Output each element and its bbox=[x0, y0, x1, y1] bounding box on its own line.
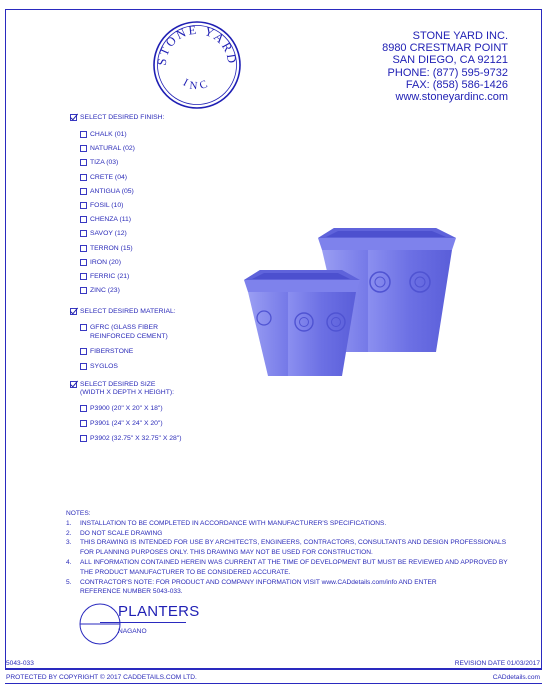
finish-checkbox[interactable] bbox=[80, 174, 87, 181]
svg-text:STONE YARD bbox=[155, 23, 240, 67]
finish-option-label: IRON (20) bbox=[90, 258, 121, 266]
material-option-gfrc[interactable] bbox=[80, 324, 168, 341]
drawing-title: PLANTERS bbox=[118, 603, 200, 620]
finish-option-label: SAVOY (12) bbox=[90, 230, 127, 238]
note-number: 5. bbox=[66, 578, 72, 586]
size-subheader: (WIDTH X DEPTH X HEIGHT): bbox=[80, 389, 175, 396]
material-option-label: SYGLOS bbox=[90, 363, 118, 370]
size-section bbox=[70, 381, 174, 396]
note-line bbox=[66, 558, 508, 568]
small-planter bbox=[244, 270, 360, 376]
notes-section bbox=[66, 509, 508, 597]
planters-product-image bbox=[238, 190, 468, 390]
drawing-subtitle: NAGANO bbox=[118, 628, 147, 635]
caddetails-link[interactable]: CADdetails.com bbox=[492, 674, 540, 681]
finish-checkbox[interactable] bbox=[80, 202, 87, 209]
material-option-label: GFRC (GLASS FIBER bbox=[90, 324, 158, 331]
title-circle-mark bbox=[78, 602, 122, 646]
finish-checkbox[interactable] bbox=[80, 273, 87, 280]
material-option-label: FIBERSTONE bbox=[90, 348, 134, 355]
material-checkbox[interactable] bbox=[80, 348, 87, 355]
finish-option-label: FERRIC (21) bbox=[90, 273, 130, 280]
size-header-label: SELECT DESIRED SIZE bbox=[80, 381, 156, 388]
material-checkbox[interactable] bbox=[80, 363, 87, 370]
company-website[interactable]: www.stoneyardinc.com bbox=[395, 91, 508, 104]
material-header-label: SELECT DESIRED MATERIAL: bbox=[80, 308, 176, 315]
finish-checkbox[interactable] bbox=[80, 287, 87, 294]
finish-option[interactable] bbox=[80, 216, 131, 225]
size-option-label: P3902 (32.75" X 32.75" X 28") bbox=[90, 435, 182, 442]
company-address-line1: 8980 CRESTMAR POINT bbox=[382, 42, 508, 55]
size-option-label: P3901 (24" X 24" X 20") bbox=[90, 420, 163, 427]
finish-option-label: FOSIL (10) bbox=[90, 202, 124, 209]
finish-option[interactable] bbox=[80, 202, 123, 211]
finish-option[interactable] bbox=[80, 188, 134, 197]
size-checkbox[interactable] bbox=[80, 420, 87, 427]
material-option-fiberstone[interactable] bbox=[80, 348, 133, 357]
finish-checkbox[interactable] bbox=[80, 145, 87, 152]
finish-header bbox=[70, 114, 164, 121]
company-address-line2: SAN DIEGO, CA 92121 bbox=[392, 54, 508, 67]
stone-yard-seal-logo bbox=[152, 20, 242, 110]
company-phone: PHONE: (877) 595-9732 bbox=[387, 66, 508, 79]
company-name: STONE YARD INC. bbox=[412, 30, 508, 42]
finish-checkbox[interactable] bbox=[80, 259, 87, 266]
size-header bbox=[70, 381, 174, 388]
note-number: 1. bbox=[66, 519, 72, 527]
note-line bbox=[66, 538, 508, 548]
note-line bbox=[66, 587, 508, 597]
note-text: REFERENCE NUMBER 5043-033. bbox=[80, 588, 183, 596]
note-line bbox=[66, 529, 508, 539]
company-fax: FAX: (858) 586-1426 bbox=[405, 78, 508, 91]
footer-rule-bottom bbox=[5, 683, 542, 684]
notes-header: NOTES: bbox=[66, 510, 91, 517]
title-underline bbox=[100, 622, 186, 623]
note-text: FOR PLANNING PURPOSES ONLY. THIS DRAWING MAY NOT BE USED FOR CONSTRUCTION. bbox=[80, 549, 373, 557]
note-line bbox=[66, 519, 508, 529]
note-number bbox=[66, 548, 80, 558]
finish-option[interactable] bbox=[80, 245, 133, 254]
material-option-syglos[interactable] bbox=[80, 363, 118, 372]
material-checkbox[interactable] bbox=[80, 324, 87, 331]
size-option-p3900[interactable] bbox=[80, 405, 163, 414]
finish-checkbox[interactable] bbox=[80, 216, 87, 223]
note-line bbox=[66, 568, 508, 578]
finish-option-label: NATURAL (02) bbox=[90, 145, 135, 153]
finish-option-label: TERRON (15) bbox=[90, 244, 133, 252]
finish-checkbox[interactable] bbox=[80, 159, 87, 166]
finish-checkbox[interactable] bbox=[80, 245, 87, 252]
material-header-checkbox[interactable] bbox=[70, 308, 77, 315]
svg-text:INC bbox=[181, 77, 213, 93]
drawing-reference-number: 5043-033 bbox=[6, 660, 34, 667]
finish-option[interactable] bbox=[80, 159, 118, 168]
finish-option[interactable] bbox=[80, 230, 127, 239]
note-number: 3. bbox=[66, 539, 72, 547]
size-checkbox[interactable] bbox=[80, 405, 87, 412]
size-header-checkbox[interactable] bbox=[70, 381, 77, 388]
finish-header-label: SELECT DESIRED FINISH: bbox=[80, 114, 165, 121]
note-text: THE PRODUCT MANUFACTURER TO BE CONSIDERED ACCURATE. bbox=[80, 568, 291, 576]
material-section bbox=[70, 308, 176, 315]
finish-option-label: ANTIGUA (05) bbox=[90, 187, 134, 195]
size-option-p3902[interactable] bbox=[80, 435, 182, 444]
company-info bbox=[382, 30, 508, 103]
finish-option[interactable] bbox=[80, 259, 121, 268]
note-line bbox=[66, 548, 508, 558]
finish-option[interactable] bbox=[80, 287, 120, 296]
size-option-p3901[interactable] bbox=[80, 420, 163, 429]
footer-rule-top bbox=[5, 669, 542, 670]
note-text: ALL INFORMATION CONTAINED HEREIN WAS CURRENT AT THE TIME OF DEVELOPMENT BUT MUST BE REVIEWED AND APPROVED BY bbox=[80, 558, 508, 566]
finish-header-checkbox[interactable] bbox=[70, 114, 77, 121]
seal-top-text: STONE YARD bbox=[154, 22, 240, 67]
finish-option[interactable] bbox=[80, 131, 127, 140]
finish-option-label: CHENZA (11) bbox=[90, 216, 132, 224]
note-text: CONTRACTOR'S NOTE: FOR PRODUCT AND COMPANY INFORMATION VISIT www.CADdetails.com/info AND ENTER bbox=[80, 578, 437, 586]
finish-option-label: CHALK (01) bbox=[90, 131, 127, 138]
finish-checkbox[interactable] bbox=[80, 131, 87, 138]
finish-option-label: TIZA (03) bbox=[90, 159, 119, 167]
material-header bbox=[70, 308, 176, 315]
material-option-label-line2: REINFORCED CEMENT) bbox=[90, 332, 168, 340]
note-number bbox=[66, 587, 80, 597]
note-text: DO NOT SCALE DRAWING bbox=[80, 529, 163, 537]
finish-checkbox[interactable] bbox=[80, 188, 87, 195]
finish-option[interactable] bbox=[80, 273, 129, 282]
size-checkbox[interactable] bbox=[80, 435, 87, 442]
finish-section bbox=[70, 114, 164, 121]
finish-checkbox[interactable] bbox=[80, 230, 87, 237]
finish-option-label: ZINC (23) bbox=[90, 287, 120, 295]
finish-option[interactable] bbox=[80, 145, 135, 154]
seal-bottom-text: INC bbox=[180, 76, 213, 93]
note-number: 4. bbox=[66, 558, 72, 566]
note-text: THIS DRAWING IS INTENDED FOR USE BY ARCHITECTS, ENGINEERS, CONTRACTORS, CONSULTANTS AND DESIGN PROFESSIONALS bbox=[80, 539, 507, 547]
note-line bbox=[66, 578, 508, 588]
finish-option[interactable] bbox=[80, 174, 127, 183]
copyright-text: PROTECTED BY COPYRIGHT © 2017 CADDETAILS.COM LTD. bbox=[6, 674, 197, 681]
finish-option-label: CRETE (04) bbox=[90, 173, 128, 181]
revision-date: REVISION DATE 01/03/2017 bbox=[454, 660, 540, 667]
note-number bbox=[66, 568, 80, 578]
size-option-label: P3900 (20" X 20" X 18") bbox=[90, 405, 163, 412]
note-text: INSTALLATION TO BE COMPLETED IN ACCORDANCE WITH MANUFACTURER'S SPECIFICATIONS. bbox=[80, 519, 387, 527]
note-number: 2. bbox=[66, 529, 72, 537]
